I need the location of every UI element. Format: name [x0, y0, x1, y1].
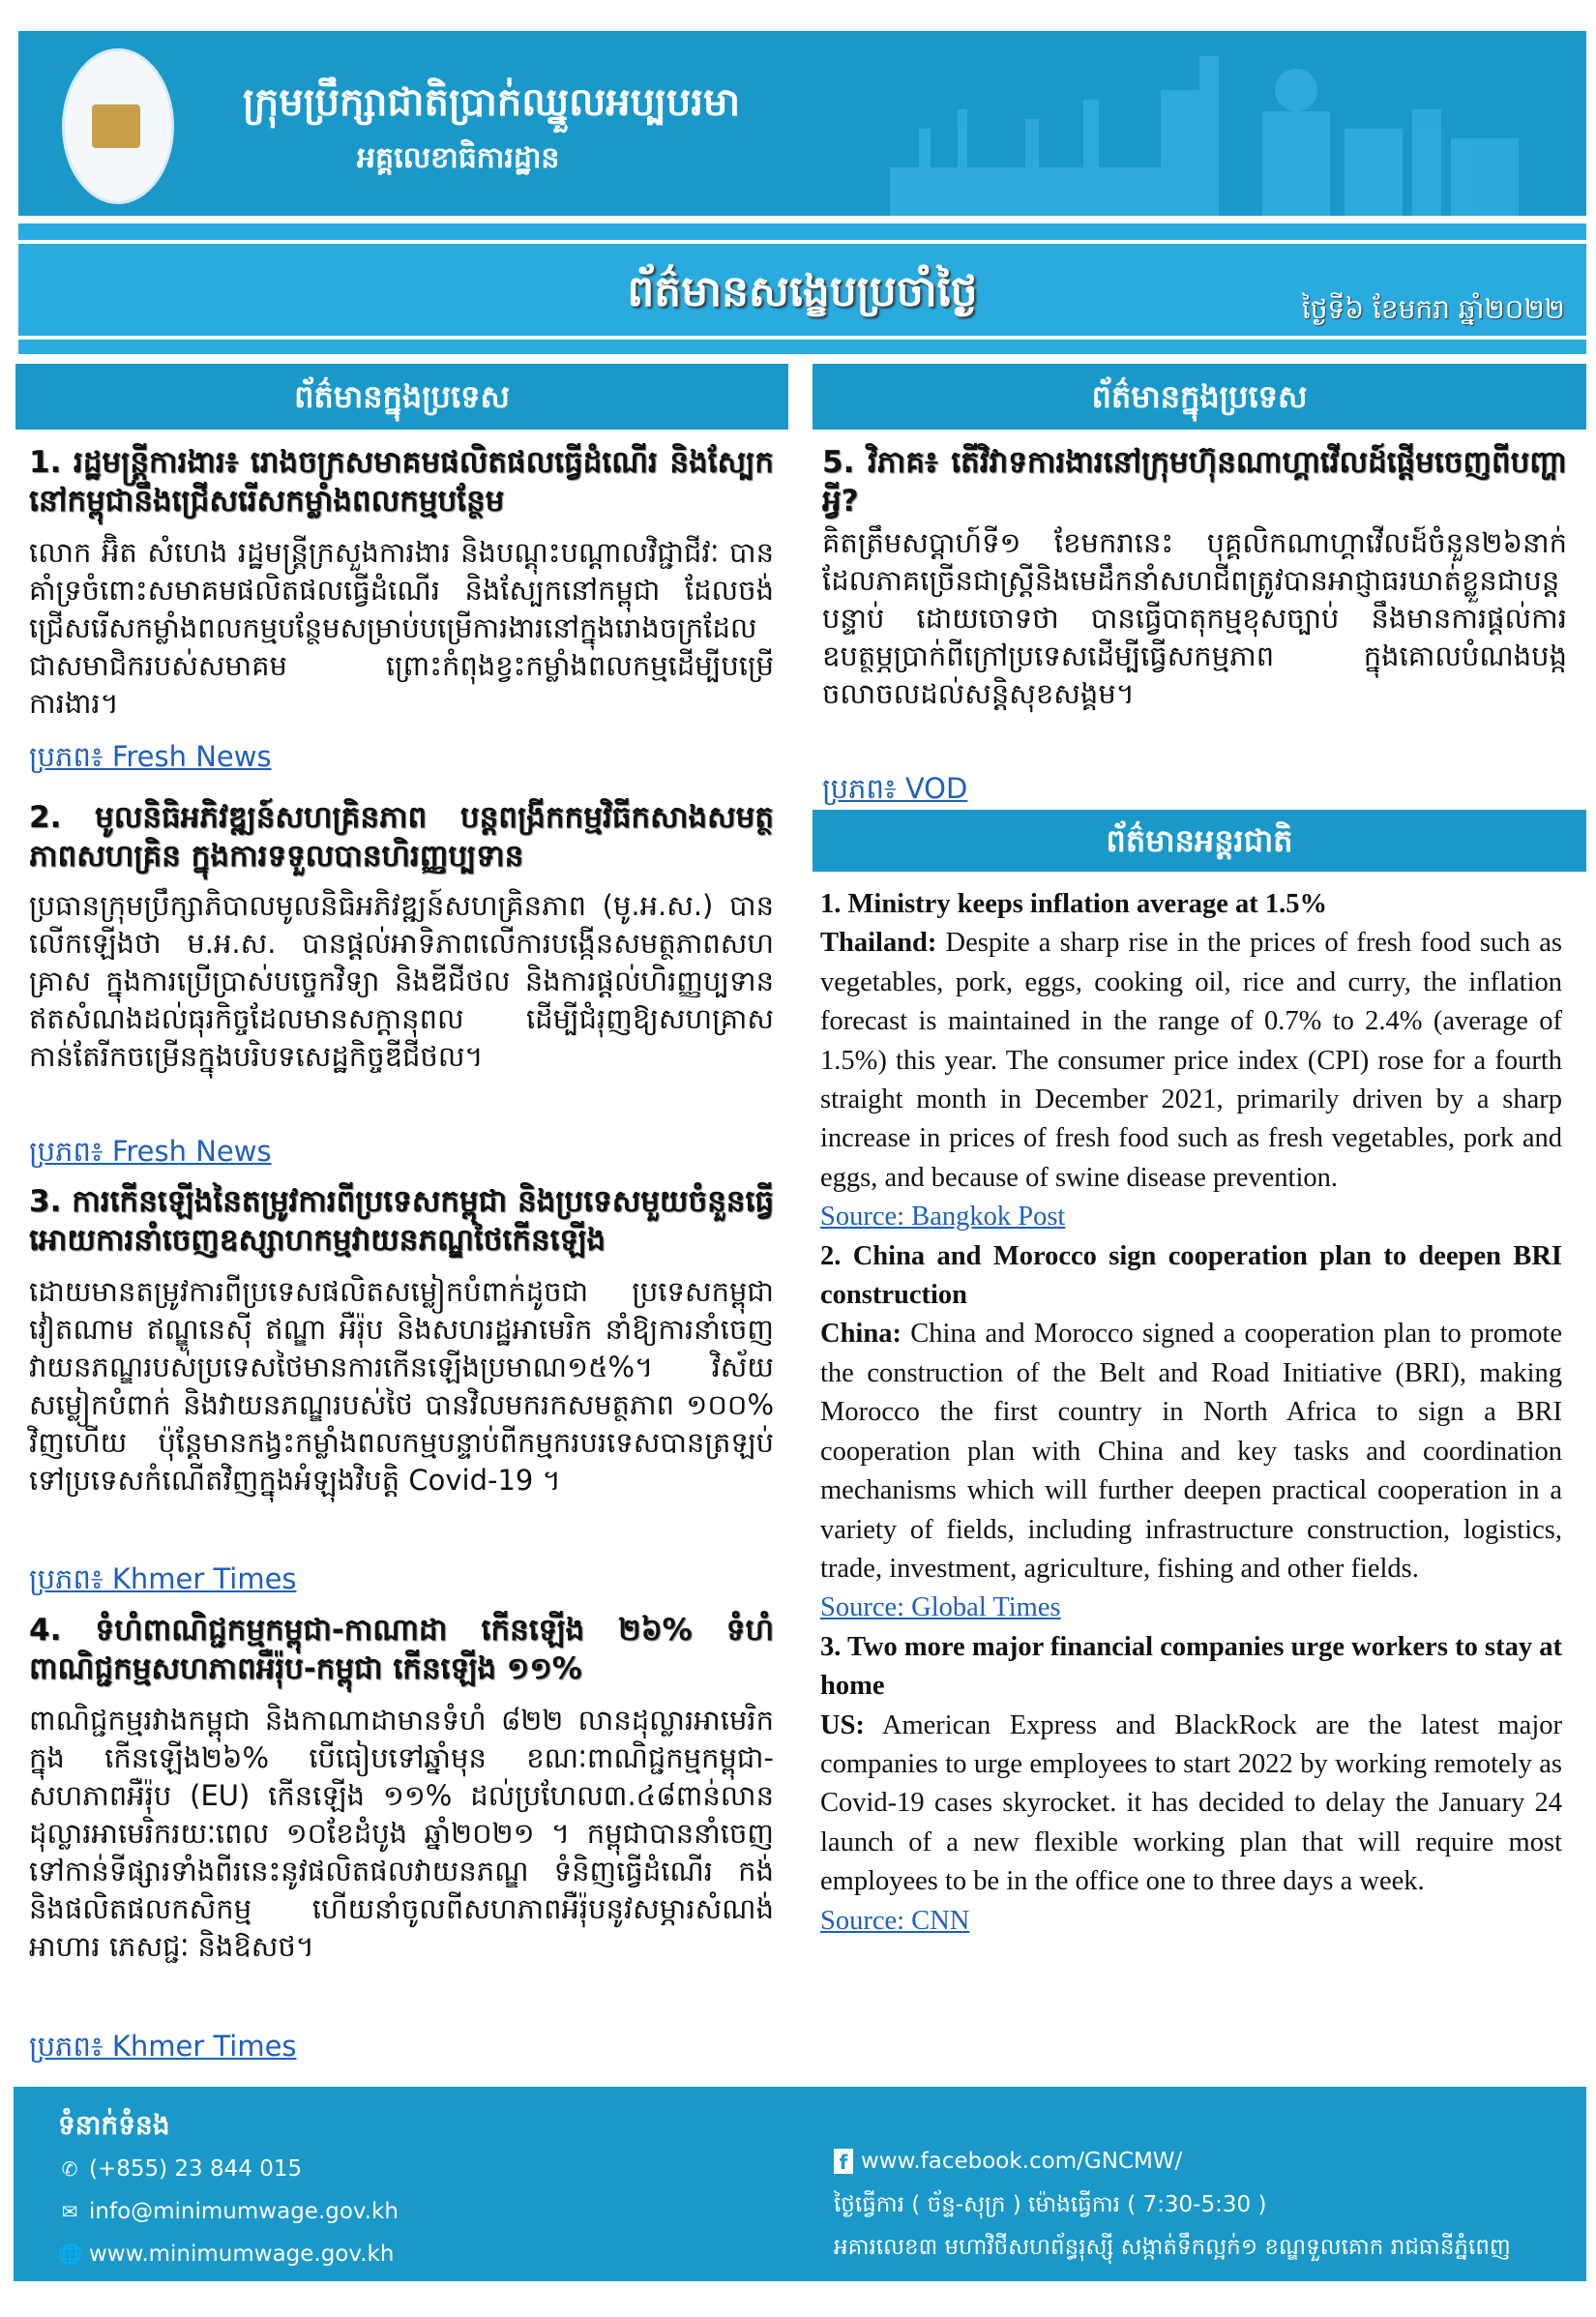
- divider-bar: [18, 340, 1586, 354]
- divider-bar: [18, 223, 1586, 240]
- news-body: គិតត្រឹមសប្តាហ៍ទី១ ខែមករានេះ បុគ្គលិកណាហ្គាវើលដ៍ចំនួន២៦នាក់ ដែលភាគច្រើនជាស្ត្រីនិងមេដឹកនាំសហជីពត្រូវបានអាជ្ញាធរឃាត់ខ្លួនជាបន្តបន្ទាប់ ដោយចោទថា បានធ្វើបាតុកម្មខុសច្បាប់ នឹងមានការផ្តល់ការឧបត្ថម្ភប្រាក់ពីក្រៅប្រទេសដើម្បីធ្វើសកម្មភាព ក្នុងគោលបំណងបង្កចលាចលដល់សន្តិសុខសង្គម។: [822, 526, 1567, 710]
- source-link[interactable]: ប្រភព៖ VOD: [822, 772, 968, 805]
- body-text: Despite a sharp rise in the prices of fresh food such as vegetables, pork, eggs, cooking oil, rice and curry, the inflation forecast is maintained in the range of 0.7% to 2.4% (average of 1.5%) this year. The consumer price index (CPI) rose for a fourth straight month in December 2021, primarily driven by a sharp increase in prices of fresh food such as fresh vegetables, pork and eggs, and because of swine disease prevention.: [820, 928, 1562, 1193]
- news-item-1: [29, 443, 774, 723]
- intl-news-body: [820, 924, 1562, 1198]
- body-text: China and Morocco signed a cooperation plan to promote the construction of the Belt and Road Initiative (BRI), making Morocco the first country in North Africa to sign a BRI cooperation plan with China and key tasks and coordination mechanisms which will further deepen practical cooperation in a variety of fields, including infrastructure construction, logistics, trade, investment, agriculture, fishing and other fields.: [820, 1319, 1562, 1584]
- issue-date: ថ្ងៃទី៦ ខែមករា ឆ្នាំ២០២២: [1301, 293, 1565, 325]
- news-body: ប្រធានក្រុមប្រឹក្សាភិបាលមូលនិធិអភិវឌ្ឍន៍សហគ្រិនភាព (មូ.អ.ស.) បានលើកឡើងថា ម.អ.ស. បានផ្តល់អាទិភាពលើការបង្កើនសមត្ថភាពសហគ្រាស ក្នុងការប្រើប្រាស់បច្ចេកវិទ្យា និងឌីជីថល និងការផ្តល់ហិរញ្ញប្បទានឥតសំណងដល់ធុរកិច្ចដែលមានសក្តានុពល ដើម្បីជំរុញឱ្យសហគ្រាសកាន់តែរីកចម្រើនក្នុងបរិបទសេដ្ឋកិច្ចឌីជីថល។: [29, 889, 774, 1073]
- intl-news-title: 3. Two more major financial companies urge workers to stay at home: [820, 1631, 1562, 1702]
- news-item-5: [822, 443, 1567, 713]
- facebook-row: [834, 2149, 1182, 2174]
- globe-icon: 🌐: [58, 2243, 82, 2266]
- source-link[interactable]: Source: CNN: [820, 1905, 970, 1936]
- source-link[interactable]: Source: Bangkok Post: [820, 1202, 1066, 1233]
- news-body: លោក អ៊ិត សំហេង រដ្ឋមន្ត្រីក្រសួងការងារ និងបណ្តុះបណ្តាលវិជ្ជាជីវៈ បានគាំទ្រចំពោះសមាគមផលិតផលធ្វើដំណើរ និងស្បែកនៅកម្ពុជា ដែលចង់ជ្រើសរើសកម្លាំងពលកម្មបន្ថែមសម្រាប់បម្រើការងារនៅក្នុងរោងចក្រដែលជាសមាជិករបស់សមាគម ព្រោះកំពុងខ្វះកម្លាំងពលកម្មដើម្បីបម្រើការងារ។: [29, 536, 774, 720]
- source-link[interactable]: ប្រភព៖ Khmer Times: [29, 2030, 297, 2063]
- section-heading-domestic-2: ព័ត៌មានក្នុងប្រទេស: [813, 364, 1586, 430]
- website-row: [58, 2242, 394, 2267]
- body-text: American Express and BlackRock are the latest major companies to urge employees to start 2022 by working remotely as Covid-19 cases skyrocket. it has decided to delay the January 24 launch of a new flexible working plan that will require most employees to be in the office one to three days a week.: [820, 1709, 1562, 1897]
- phone-icon: ✆: [61, 2157, 78, 2181]
- news-title: 2. មូលនិធិអភិវឌ្ឍន៍សហគ្រិនភាព បន្តពង្រីកកម្មវិធីកសាងសមត្ថភាពសហគ្រិន ក្នុងការទទួលបានហិរញ្ញប្បទាន: [29, 800, 774, 874]
- office-hours: ថ្ងៃធ្វើការ ( ច័ន្ទ-សុក្រ ) ម៉ោងធ្វើការ ( 7:30-5:30 ): [834, 2192, 1267, 2217]
- news-title: 5. វិភាគ៖ តើវិវាទការងារនៅក្រុមហ៊ុនណាហ្គាវើលដ៍ផ្តើមចេញពីបញ្ហាអ្វី?: [822, 445, 1567, 519]
- email-address[interactable]: info@minimumwage.gov.kh: [89, 2199, 399, 2224]
- source-link[interactable]: ប្រភព៖ Fresh News: [29, 740, 272, 773]
- intl-news-body: [820, 1315, 1562, 1589]
- intl-news-title: 2. China and Morocco sign cooperation plan to deepen BRI construction: [820, 1240, 1562, 1311]
- office-address: អគារលេខ៣ មហាវិថីសហព័ន្ធរុស្ស៊ី សង្កាត់ទឹកល្អក់១ ខណ្ឌទួលគោក រាជធានីភ្នំពេញ: [834, 2235, 1511, 2260]
- title-bar: [18, 244, 1586, 336]
- council-logo: [62, 48, 174, 204]
- news-body: ដោយមានតម្រូវការពីប្រទេសផលិតសម្លៀកបំពាក់ដូចជា ប្រទេសកម្ពុជា វៀតណាម ឥណ្ឌូនេស៊ី ឥណ្ឌា អឺរ៉ុប និងសហរដ្ឋអាមេរិក នាំឱ្យការនាំចេញវាយនភណ្ឌរបស់ប្រទេសថៃមានការកើនឡើងប្រមាណ១៥%។ វិស័យសម្លៀកបំពាក់ និងវាយនភណ្ឌរបស់ថៃ បានវិលមករកសមត្ថភាព ១០០% វិញហើយ ប៉ុន្តែមានកង្វះកម្លាំងពលកម្មបន្ទាប់ពីកម្មករបរទេសបានត្រឡប់ទៅប្រទេសកំណើតវិញក្នុងអំឡុងវិបត្តិ Covid-19 ។: [29, 1275, 774, 1497]
- header-banner: [18, 31, 1586, 216]
- news-item-3: [29, 1182, 774, 1500]
- section-heading-domestic: ព័ត៌មានក្នុងប្រទេស: [15, 364, 788, 430]
- page-title: ព័ត៌មានសង្ខេបប្រចាំថ្ងៃ: [627, 267, 978, 316]
- news-title: 3. ការកើនឡើងនៃតម្រូវការពីប្រទេសកម្ពុជា និងប្រទេសមួយចំនួនធ្វើអោយការនាំចេញឧស្សាហកម្មវាយនភណ្ឌថៃកើនឡើង: [29, 1184, 774, 1258]
- country-label: Thailand:: [820, 928, 937, 959]
- phone-number: (+855) 23 844 015: [89, 2156, 303, 2182]
- news-item-4: [29, 1611, 774, 1966]
- source-link[interactable]: ប្រភព៖ Khmer Times: [29, 1562, 297, 1595]
- logo-emblem: [92, 104, 140, 148]
- org-name: ក្រុមប្រឹក្សាជាតិប្រាក់ឈ្នួលអប្បបរមា: [243, 80, 741, 125]
- website-link[interactable]: www.minimumwage.gov.kh: [89, 2242, 395, 2267]
- intl-news-body: [820, 1707, 1562, 1902]
- phone-row: [58, 2156, 302, 2182]
- source-link[interactable]: Source: Global Times: [820, 1592, 1061, 1623]
- envelope-icon: ✉: [61, 2200, 78, 2223]
- news-item-2: [29, 798, 774, 1076]
- news-body: ពាណិជ្ជកម្មរវាងកម្ពុជា និងកាណាដាមានទំហំ ៨២២ លានដុល្លារអាមេរិកក្នុង កើនឡើង២៦% បើធៀបទៅឆ្នាំមុន ខណៈពាណិជ្ជកម្មកម្ពុជា-សហភាពអឺរ៉ុប (EU) កើនឡើង ១១% ដល់ប្រហែល៣.៤៨ពាន់លានដុល្លារអាមេរិករយៈពេល ១០ខែដំបូង ឆ្នាំ២០២១ ។ កម្ពុជាបាននាំចេញទៅកាន់ទីផ្សារទាំងពីរនេះនូវផលិតផលវាយនភណ្ឌ ទំនិញធ្វើដំណើរ កង់ និងផលិតផលកសិកម្ម ហើយនាំចូលពីសហភាពអឺរ៉ុបនូវសម្ភារសំណង់ អាហារ ភេសជ្ជៈ និងឱសថ។: [29, 1704, 774, 1963]
- country-label: China:: [820, 1319, 901, 1350]
- news-title: 1. រដ្ឋមន្ត្រីការងារ៖ រោងចក្រសមាគមផលិតផលធ្វើដំណើរ និងស្បែកនៅកម្ពុជានឹងជ្រើសរើសកម្លាំងពលកម្មបន្ថែម: [29, 445, 774, 519]
- section-heading-international: ព័ត៌មានអន្តរជាតិ: [813, 810, 1586, 872]
- facebook-link[interactable]: www.facebook.com/GNCMW/: [861, 2149, 1183, 2174]
- source-link[interactable]: ប្រភព៖ Fresh News: [29, 1135, 272, 1168]
- skyline-illustration: [890, 51, 1548, 216]
- news-title: 4. ទំហំពាណិជ្ជកម្មកម្ពុជា-កាណាដា កើនឡើង ២៦% ទំហំពាណិជ្ជកម្មសហភាពអឺរ៉ុប-កម្ពុជា កើនឡើង ១១%: [29, 1613, 774, 1686]
- email-row: [58, 2199, 399, 2224]
- international-news: [820, 885, 1562, 1941]
- org-subtitle: អគ្គលេខាធិការដ្ឋាន: [357, 141, 560, 175]
- contact-heading: ទំនាក់ទំនង: [58, 2109, 170, 2141]
- country-label: US:: [820, 1709, 865, 1740]
- intl-news-title: 1. Ministry keeps inflation average at 1.5%: [820, 889, 1328, 919]
- footer-contact: [14, 2087, 1586, 2281]
- facebook-icon: f: [834, 2149, 853, 2174]
